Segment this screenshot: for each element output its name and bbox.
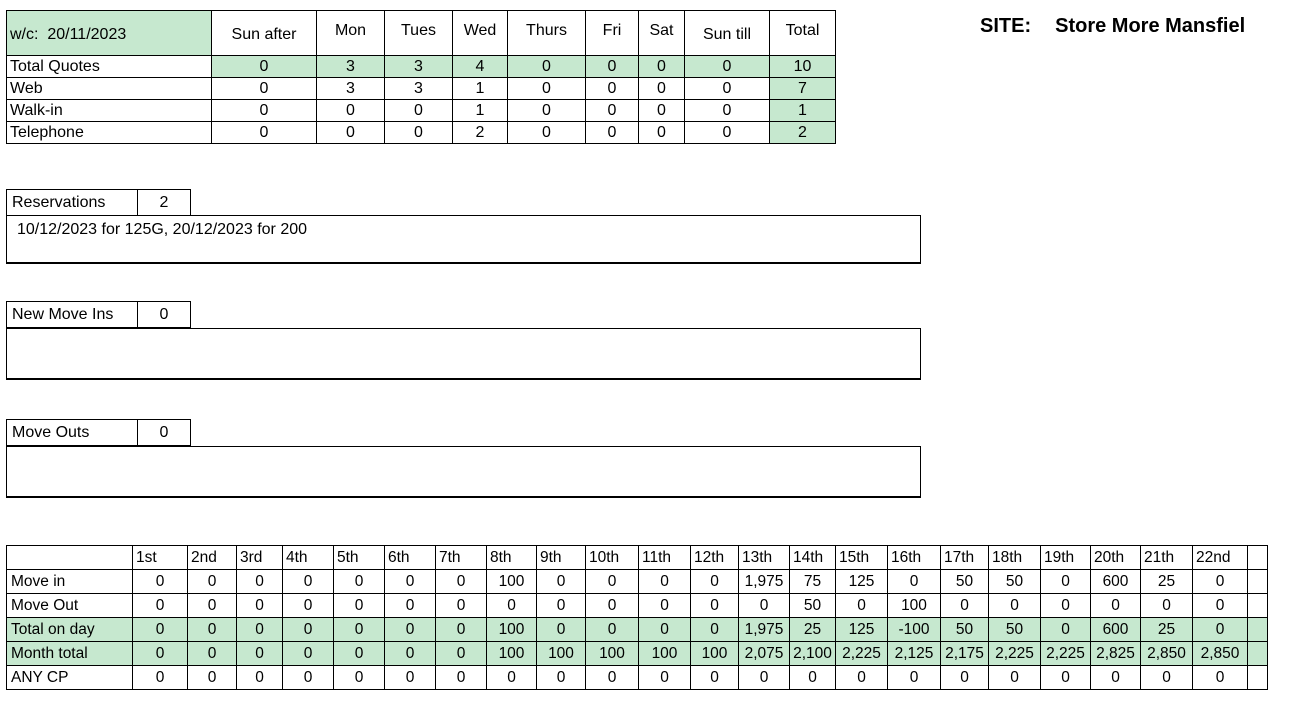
day-value[interactable]: 100 (586, 642, 639, 666)
column-header: Mon (317, 11, 385, 56)
cell-value[interactable]: 0 (586, 56, 639, 78)
day-value[interactable]: 0 (1193, 594, 1248, 618)
move-ins-notes[interactable] (6, 328, 921, 380)
week-commencing-cell[interactable] (7, 11, 212, 56)
day-value[interactable]: 0 (586, 618, 639, 642)
cell-value[interactable]: 0 (586, 78, 639, 100)
cell-value[interactable]: 2 (453, 122, 508, 144)
day-value[interactable]: 2,100 (790, 642, 836, 666)
day-value[interactable]: 0 (586, 594, 639, 618)
cell-value[interactable]: 3 (317, 78, 385, 100)
day-value[interactable]: 0 (188, 570, 237, 594)
cell-value[interactable]: 0 (586, 122, 639, 144)
day-value[interactable] (1248, 570, 1268, 594)
column-header: Total (770, 11, 836, 56)
cell-value[interactable]: 0 (508, 100, 586, 122)
cell-value[interactable]: 0 (685, 56, 770, 78)
monthly-movement-table (6, 545, 1268, 690)
day-value[interactable]: 0 (888, 570, 941, 594)
day-value[interactable]: 0 (283, 570, 334, 594)
day-value[interactable]: 0 (385, 594, 436, 618)
day-value[interactable]: 75 (790, 570, 836, 594)
cell-value[interactable]: 0 (639, 100, 685, 122)
day-value[interactable] (1248, 618, 1268, 642)
column-header: Sat (639, 11, 685, 56)
cell-value[interactable]: 0 (212, 122, 317, 144)
day-value[interactable]: 2,850 (1141, 642, 1193, 666)
cell-value[interactable]: 0 (385, 100, 453, 122)
day-value[interactable]: 0 (237, 570, 283, 594)
day-value[interactable]: 0 (334, 594, 385, 618)
day-header: 4th (283, 546, 334, 570)
day-header: 9th (537, 546, 586, 570)
cell-value[interactable]: 0 (685, 100, 770, 122)
day-value[interactable]: -100 (888, 618, 941, 642)
day-value[interactable]: 25 (790, 618, 836, 642)
cell-total[interactable]: 10 (770, 56, 836, 78)
day-value[interactable]: 0 (237, 666, 283, 690)
day-value[interactable]: 100 (639, 642, 691, 666)
day-value[interactable]: 0 (237, 594, 283, 618)
day-value[interactable]: 0 (888, 666, 941, 690)
day-value[interactable]: 100 (487, 570, 537, 594)
day-value[interactable]: 0 (1041, 594, 1091, 618)
day-value[interactable]: 0 (537, 618, 586, 642)
day-value[interactable]: 1,975 (739, 570, 790, 594)
monthly-row (7, 594, 1268, 618)
cell-value[interactable]: 3 (385, 56, 453, 78)
day-header: 7th (436, 546, 487, 570)
day-header: 1st (133, 546, 188, 570)
day-value[interactable]: 50 (941, 618, 989, 642)
day-value[interactable]: 0 (334, 618, 385, 642)
day-value[interactable]: 0 (989, 594, 1041, 618)
cell-value[interactable]: 0 (639, 122, 685, 144)
day-value[interactable]: 0 (283, 594, 334, 618)
day-value[interactable]: 0 (283, 618, 334, 642)
day-value[interactable]: 2,225 (1041, 642, 1091, 666)
day-header: 17th (941, 546, 989, 570)
day-value[interactable]: 0 (1141, 666, 1193, 690)
day-header: 14th (790, 546, 836, 570)
cell-value[interactable]: 0 (508, 122, 586, 144)
day-value[interactable]: 50 (790, 594, 836, 618)
day-header: 2nd (188, 546, 237, 570)
day-value[interactable]: 0 (941, 666, 989, 690)
row-label: Telephone (7, 122, 212, 144)
day-header: 18th (989, 546, 1041, 570)
day-value[interactable]: 1,975 (739, 618, 790, 642)
cell-value[interactable]: 3 (317, 56, 385, 78)
day-header: 3rd (237, 546, 283, 570)
day-value[interactable]: 0 (1091, 666, 1141, 690)
day-value[interactable]: 2,175 (941, 642, 989, 666)
day-value[interactable]: 2,850 (1193, 642, 1248, 666)
day-value[interactable]: 0 (237, 642, 283, 666)
day-header: 8th (487, 546, 537, 570)
column-header: Tues (385, 11, 453, 56)
quotes-row-total (7, 56, 836, 78)
day-header: 6th (385, 546, 436, 570)
day-value[interactable]: 0 (133, 666, 188, 690)
monthly-row (7, 570, 1268, 594)
cell-value[interactable]: 0 (212, 78, 317, 100)
day-value[interactable]: 0 (639, 618, 691, 642)
site-title (980, 15, 1245, 38)
monthly-row (7, 666, 1268, 690)
day-value[interactable]: 0 (1193, 618, 1248, 642)
cell-value[interactable]: 3 (385, 78, 453, 100)
day-value[interactable]: 0 (436, 570, 487, 594)
day-value[interactable]: 0 (1193, 570, 1248, 594)
row-label: Month total (7, 642, 133, 666)
day-value[interactable]: 0 (334, 666, 385, 690)
weekly-header-row (7, 11, 836, 56)
day-value[interactable]: 0 (133, 570, 188, 594)
cell-value[interactable]: 0 (685, 122, 770, 144)
day-value[interactable]: 0 (790, 666, 836, 690)
day-value[interactable]: 0 (537, 570, 586, 594)
day-value[interactable]: 0 (1041, 666, 1091, 690)
day-value[interactable]: 0 (739, 594, 790, 618)
day-header: 10th (586, 546, 639, 570)
week-commencing-date: 20/11/2023 (47, 25, 127, 43)
cell-value[interactable]: 0 (212, 56, 317, 78)
day-value[interactable]: 0 (133, 642, 188, 666)
row-label: Move Out (7, 594, 133, 618)
monthly-header-row (7, 546, 1268, 570)
day-value[interactable]: 0 (537, 594, 586, 618)
day-value[interactable]: 0 (836, 666, 888, 690)
cell-value[interactable]: 0 (212, 100, 317, 122)
corner-cell (7, 546, 133, 570)
day-value[interactable]: 0 (385, 618, 436, 642)
move-ins-header (6, 301, 191, 328)
reservations-header (6, 189, 191, 216)
monthly-row (7, 618, 1268, 642)
row-label: Walk-in (7, 100, 212, 122)
column-header: Sun after (212, 11, 317, 56)
day-value[interactable]: 100 (487, 642, 537, 666)
day-value[interactable]: 0 (283, 642, 334, 666)
day-value[interactable]: 0 (133, 618, 188, 642)
cell-value[interactable]: 0 (317, 122, 385, 144)
move-ins-label: New Move Ins (7, 302, 138, 328)
day-value[interactable]: 0 (385, 570, 436, 594)
cell-value[interactable]: 0 (317, 100, 385, 122)
day-header: 21th (1141, 546, 1193, 570)
cell-total[interactable]: 1 (770, 100, 836, 122)
cell-value[interactable]: 1 (453, 100, 508, 122)
day-value[interactable]: 25 (1141, 618, 1193, 642)
day-value[interactable]: 0 (188, 618, 237, 642)
day-value[interactable]: 0 (639, 570, 691, 594)
cell-total[interactable]: 2 (770, 122, 836, 144)
column-header: Wed (453, 11, 508, 56)
day-value[interactable]: 2,075 (739, 642, 790, 666)
quotes-row-web (7, 78, 836, 100)
row-label: ANY CP (7, 666, 133, 690)
cell-value[interactable]: 0 (586, 100, 639, 122)
cell-value[interactable]: 0 (508, 56, 586, 78)
day-header: 22nd (1193, 546, 1248, 570)
weekly-quotes-table (6, 10, 836, 144)
day-value[interactable]: 0 (436, 666, 487, 690)
week-commencing-label: w/c: (10, 25, 39, 43)
day-value[interactable]: 0 (436, 642, 487, 666)
day-value[interactable]: 0 (283, 666, 334, 690)
day-value[interactable]: 100 (888, 594, 941, 618)
day-header: 20th (1091, 546, 1141, 570)
day-value[interactable]: 0 (436, 594, 487, 618)
quotes-row-walk-in (7, 100, 836, 122)
reservations-notes[interactable]: 10/12/2023 for 125G, 20/12/2023 for 200 (6, 215, 921, 264)
day-value[interactable]: 0 (133, 594, 188, 618)
day-value[interactable]: 0 (989, 666, 1041, 690)
day-value[interactable]: 0 (739, 666, 790, 690)
day-value[interactable]: 0 (385, 642, 436, 666)
monthly-row (7, 642, 1268, 666)
day-value[interactable] (1248, 594, 1268, 618)
day-value[interactable]: 0 (639, 594, 691, 618)
day-value[interactable]: 600 (1091, 618, 1141, 642)
day-value[interactable]: 50 (989, 570, 1041, 594)
day-value[interactable]: 50 (989, 618, 1041, 642)
reservations-label: Reservations (7, 190, 138, 216)
cell-value[interactable]: 0 (639, 78, 685, 100)
day-value[interactable]: 0 (1041, 570, 1091, 594)
day-header (1248, 546, 1268, 570)
move-outs-label: Move Outs (7, 420, 138, 446)
day-value[interactable] (1248, 642, 1268, 666)
day-value[interactable]: 0 (1193, 666, 1248, 690)
day-value[interactable]: 0 (1141, 594, 1193, 618)
cell-value[interactable]: 0 (385, 122, 453, 144)
day-header: 13th (739, 546, 790, 570)
day-value[interactable]: 0 (691, 594, 739, 618)
move-ins-count[interactable]: 0 (138, 302, 191, 328)
day-value[interactable]: 0 (334, 642, 385, 666)
day-value[interactable]: 0 (586, 570, 639, 594)
day-value[interactable]: 50 (941, 570, 989, 594)
day-value[interactable]: 0 (639, 666, 691, 690)
day-value[interactable]: 0 (691, 618, 739, 642)
day-value[interactable]: 0 (188, 594, 237, 618)
day-value[interactable]: 100 (487, 618, 537, 642)
day-value[interactable]: 0 (188, 642, 237, 666)
day-value[interactable]: 125 (836, 618, 888, 642)
site-label: SITE: (980, 15, 1032, 37)
cell-value[interactable]: 0 (685, 78, 770, 100)
day-header: 15th (836, 546, 888, 570)
day-value[interactable]: 0 (691, 666, 739, 690)
day-header: 16th (888, 546, 941, 570)
day-value[interactable]: 0 (537, 666, 586, 690)
column-header: Thurs (508, 11, 586, 56)
site-name: Store More Mansfiel (1055, 15, 1246, 37)
day-value[interactable]: 0 (334, 570, 385, 594)
day-value[interactable]: 100 (537, 642, 586, 666)
day-value[interactable]: 0 (385, 666, 436, 690)
day-value[interactable]: 0 (836, 594, 888, 618)
day-value[interactable]: 0 (1041, 618, 1091, 642)
row-label: Move in (7, 570, 133, 594)
move-outs-notes[interactable] (6, 446, 921, 498)
move-outs-header (6, 419, 191, 446)
day-value[interactable]: 100 (691, 642, 739, 666)
day-value[interactable] (1248, 666, 1268, 690)
day-value[interactable]: 0 (691, 570, 739, 594)
day-value[interactable]: 0 (436, 618, 487, 642)
column-header: Fri (586, 11, 639, 56)
quotes-row-telephone (7, 122, 836, 144)
day-header: 5th (334, 546, 385, 570)
day-value[interactable]: 2,125 (888, 642, 941, 666)
day-value[interactable]: 0 (941, 594, 989, 618)
move-outs-count[interactable]: 0 (138, 420, 191, 446)
day-value[interactable]: 2,825 (1091, 642, 1141, 666)
day-value[interactable]: 2,225 (989, 642, 1041, 666)
column-header: Sun till (685, 11, 770, 56)
day-value[interactable]: 0 (487, 666, 537, 690)
day-header: 12th (691, 546, 739, 570)
day-value[interactable]: 0 (586, 666, 639, 690)
row-label: Total Quotes (7, 56, 212, 78)
day-value[interactable]: 0 (188, 666, 237, 690)
reservations-count[interactable]: 2 (138, 190, 191, 216)
day-value[interactable]: 2,225 (836, 642, 888, 666)
day-header: 19th (1041, 546, 1091, 570)
cell-value[interactable]: 1 (453, 78, 508, 100)
cell-value[interactable]: 0 (639, 56, 685, 78)
day-value[interactable]: 125 (836, 570, 888, 594)
day-header: 11th (639, 546, 691, 570)
day-value[interactable]: 0 (237, 618, 283, 642)
cell-value[interactable]: 0 (508, 78, 586, 100)
row-label: Web (7, 78, 212, 100)
day-value[interactable]: 0 (1091, 594, 1141, 618)
day-value[interactable]: 0 (487, 594, 537, 618)
day-value[interactable]: 600 (1091, 570, 1141, 594)
cell-total[interactable]: 7 (770, 78, 836, 100)
row-label: Total on day (7, 618, 133, 642)
cell-value[interactable]: 4 (453, 56, 508, 78)
day-value[interactable]: 25 (1141, 570, 1193, 594)
